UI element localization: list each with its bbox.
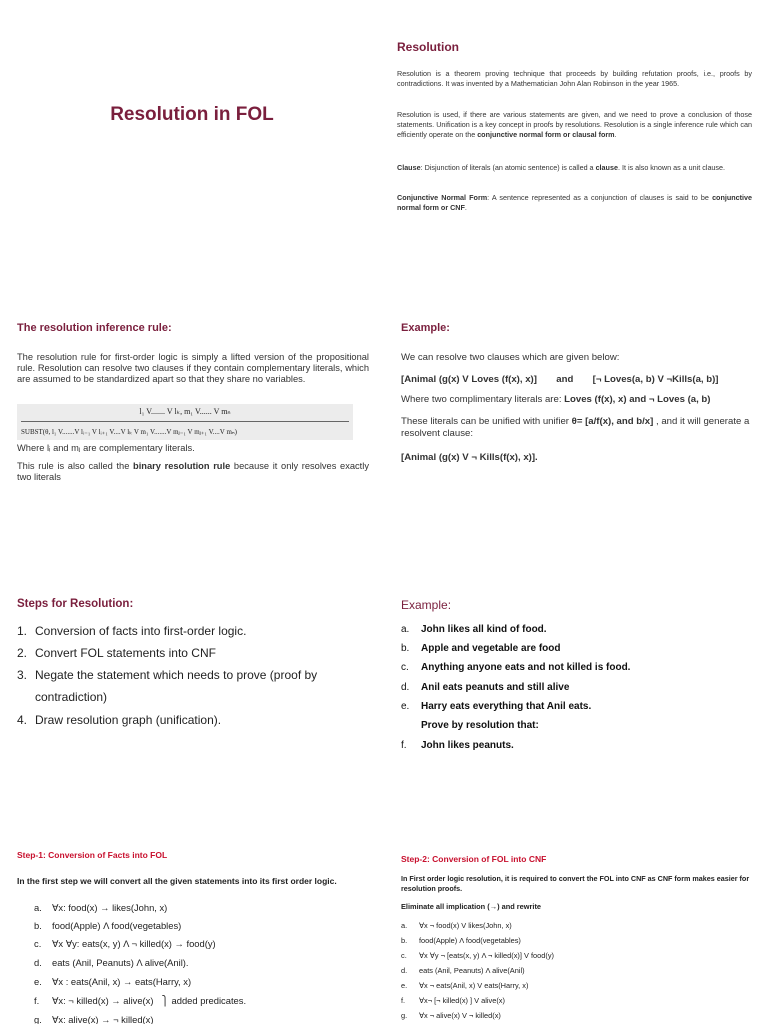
list-item: f. ∀x¬ [¬ killed(x) ] V alive(x): [401, 996, 505, 1005]
slide-heading: Step-2: Conversion of FOL into CNF: [401, 854, 547, 864]
list-item: e. ∀x ¬ eats(Anil, x) V eats(Harry, x): [401, 981, 529, 990]
example-unifier: These literals can be unified with unifier θ= [a/f(x), and b/x] , and it will generate a resolvent clause:: [401, 416, 750, 439]
list-item: c. ∀x ∀y ¬ [eats(x, y) Λ ¬ killed(x)] V food(y): [401, 951, 554, 960]
slide-step1-fol: [0, 768, 384, 1024]
slide-heading: Example:: [401, 322, 450, 334]
list-item: 3. Negate the statement which needs to prove (proof by: [17, 668, 318, 682]
list-item: 1. Conversion of facts into first-order logic.: [17, 624, 247, 638]
list-item: g. ∀x ¬ alive(x) V ¬ killed(x): [401, 1011, 501, 1020]
slide-steps: [0, 512, 384, 768]
list-item: b. food(Apple) Λ food(vegetables): [401, 936, 521, 945]
slide-heading: The resolution inference rule:: [17, 322, 172, 334]
slide-example-facts: [384, 512, 768, 768]
list-item: a. ∀x ¬ food(x) V likes(John, x): [401, 921, 512, 930]
list-item: a. ∀x: food(x) → likes(John, x): [34, 902, 168, 913]
slide-resolution: [384, 0, 768, 256]
list-item: 4. Draw resolution graph (unification).: [17, 713, 222, 727]
paragraph-cnf: Conjunctive Normal Form: A sentence represented as a conjunction of clauses is said to be conjunctive normal form or CNF.: [397, 193, 753, 212]
list-item: 2. Convert FOL statements into CNF: [17, 646, 216, 660]
slide-inference-rule: [0, 256, 384, 512]
list-item: a. John likes all kind of food.: [401, 624, 547, 635]
paragraph-usage: Resolution is used, if there are various statements are given, and we need to prove a conclusion of those statements. Unification is a key concept in proofs by resolutions. Resolution is a single inference rule which can efficiently operate on the conjunctive normal form or clausal form.: [397, 110, 752, 139]
paragraph-where: Where lᵢ and mⱼ are complementary literals.: [17, 443, 195, 453]
list-item: c. ∀x ∀y: eats(x, y) Λ ¬ killed(x) → food(y): [34, 938, 216, 949]
page-title: Resolution in FOL: [110, 104, 274, 125]
slide-heading: Step-1: Conversion of Facts into FOL: [17, 850, 168, 860]
list-item: b. Apple and vegetable are food: [401, 643, 561, 654]
list-item: g. ∀x: alive(x) → ¬ killed(x): [34, 1014, 154, 1024]
list-item: d. Anil eats peanuts and still alive: [401, 682, 570, 693]
list-item: f. John likes peanuts.: [401, 740, 514, 751]
list-item: e. Harry eats everything that Anil eats.: [401, 701, 592, 712]
list-item: d. eats (Anil, Peanuts) Λ alive(Anil): [401, 966, 525, 975]
slide-title: [0, 0, 384, 256]
slide-heading: Steps for Resolution:: [17, 598, 134, 610]
formula-conclusion: SUBST(θ, l₁ V.......V lᵢ₋₁ V lᵢ₊₁ V....V lₖ V m₁ V.......V mⱼ₋₁ V mⱼ₊₁ V....V mₙ): [21, 428, 238, 436]
paragraph-definition: Resolution is a theorem proving technique that proceeds by building refutation proofs, i.e., proofs by contradictions. It was invented by a Mathematician John Alan Robinson in the year 1965.: [397, 69, 752, 88]
paragraph-intro: In First order logic resolution, it is required to convert the FOL into CNF as CNF form makes easier for resolution proofs.: [401, 874, 750, 893]
formula-box: [17, 404, 353, 440]
list-item: Prove by resolution that:: [421, 720, 539, 731]
paragraph-intro: In the first step we will convert all the given statements into its first order logic.: [17, 876, 337, 886]
list-item: d. eats (Anil, Peanuts) Λ alive(Anil).: [34, 957, 189, 968]
example-literals: Where two complimentary literals are: Loves (f(x), x) and ¬ Loves (a, b): [401, 394, 711, 405]
formula-divider: [21, 421, 349, 422]
paragraph-clause: Clause: Disjunction of literals (an atomic sentence) is called a clause. It is also known as a unit clause.: [397, 163, 726, 172]
example-line-intro: We can resolve two clauses which are given below:: [401, 352, 620, 363]
added-predicates-note: added predicates.: [171, 995, 247, 1006]
list-item: b. food(Apple) Λ food(vegetables): [34, 920, 182, 931]
formula-premises: l₁ V....... V lₖ, m₁ V...... V mₙ: [139, 407, 231, 416]
list-item: contradiction): [35, 690, 108, 704]
list-item: f. ∀x: ¬ killed(x) → alive(x) ⎫ added predicates.: [34, 991, 246, 1010]
slide-step2-cnf: [384, 768, 768, 1024]
list-item: e. ∀x : eats(Anil, x) → eats(Harry, x): [34, 976, 192, 987]
example-clauses: [Animal (g(x) V Loves (f(x), x)] and [¬ Loves(a, b) V ¬Kills(a, b)]: [401, 374, 719, 385]
slide-heading: Example:: [401, 598, 452, 612]
paragraph-rule: The resolution rule for first-order logic is simply a lifted version of the propositional rule. Resolution can resolve two clauses if they contain complementary literals, which are assumed to be standardized apart so that they share no variables.: [17, 352, 369, 384]
paragraph-binary: This rule is also called the binary resolution rule because it only resolves exactly two literals: [17, 461, 369, 482]
list-item: c. Anything anyone eats and not killed is food.: [401, 662, 631, 673]
slide-example-resolve: [384, 256, 768, 512]
subheading-eliminate: Eliminate all implication (→) and rewrite: [401, 902, 542, 911]
slide-heading: Resolution: [397, 40, 459, 54]
brace-icon: ⎫: [161, 995, 169, 1006]
example-result: [Animal (g(x) V ¬ Kills(f(x), x)].: [401, 452, 538, 463]
